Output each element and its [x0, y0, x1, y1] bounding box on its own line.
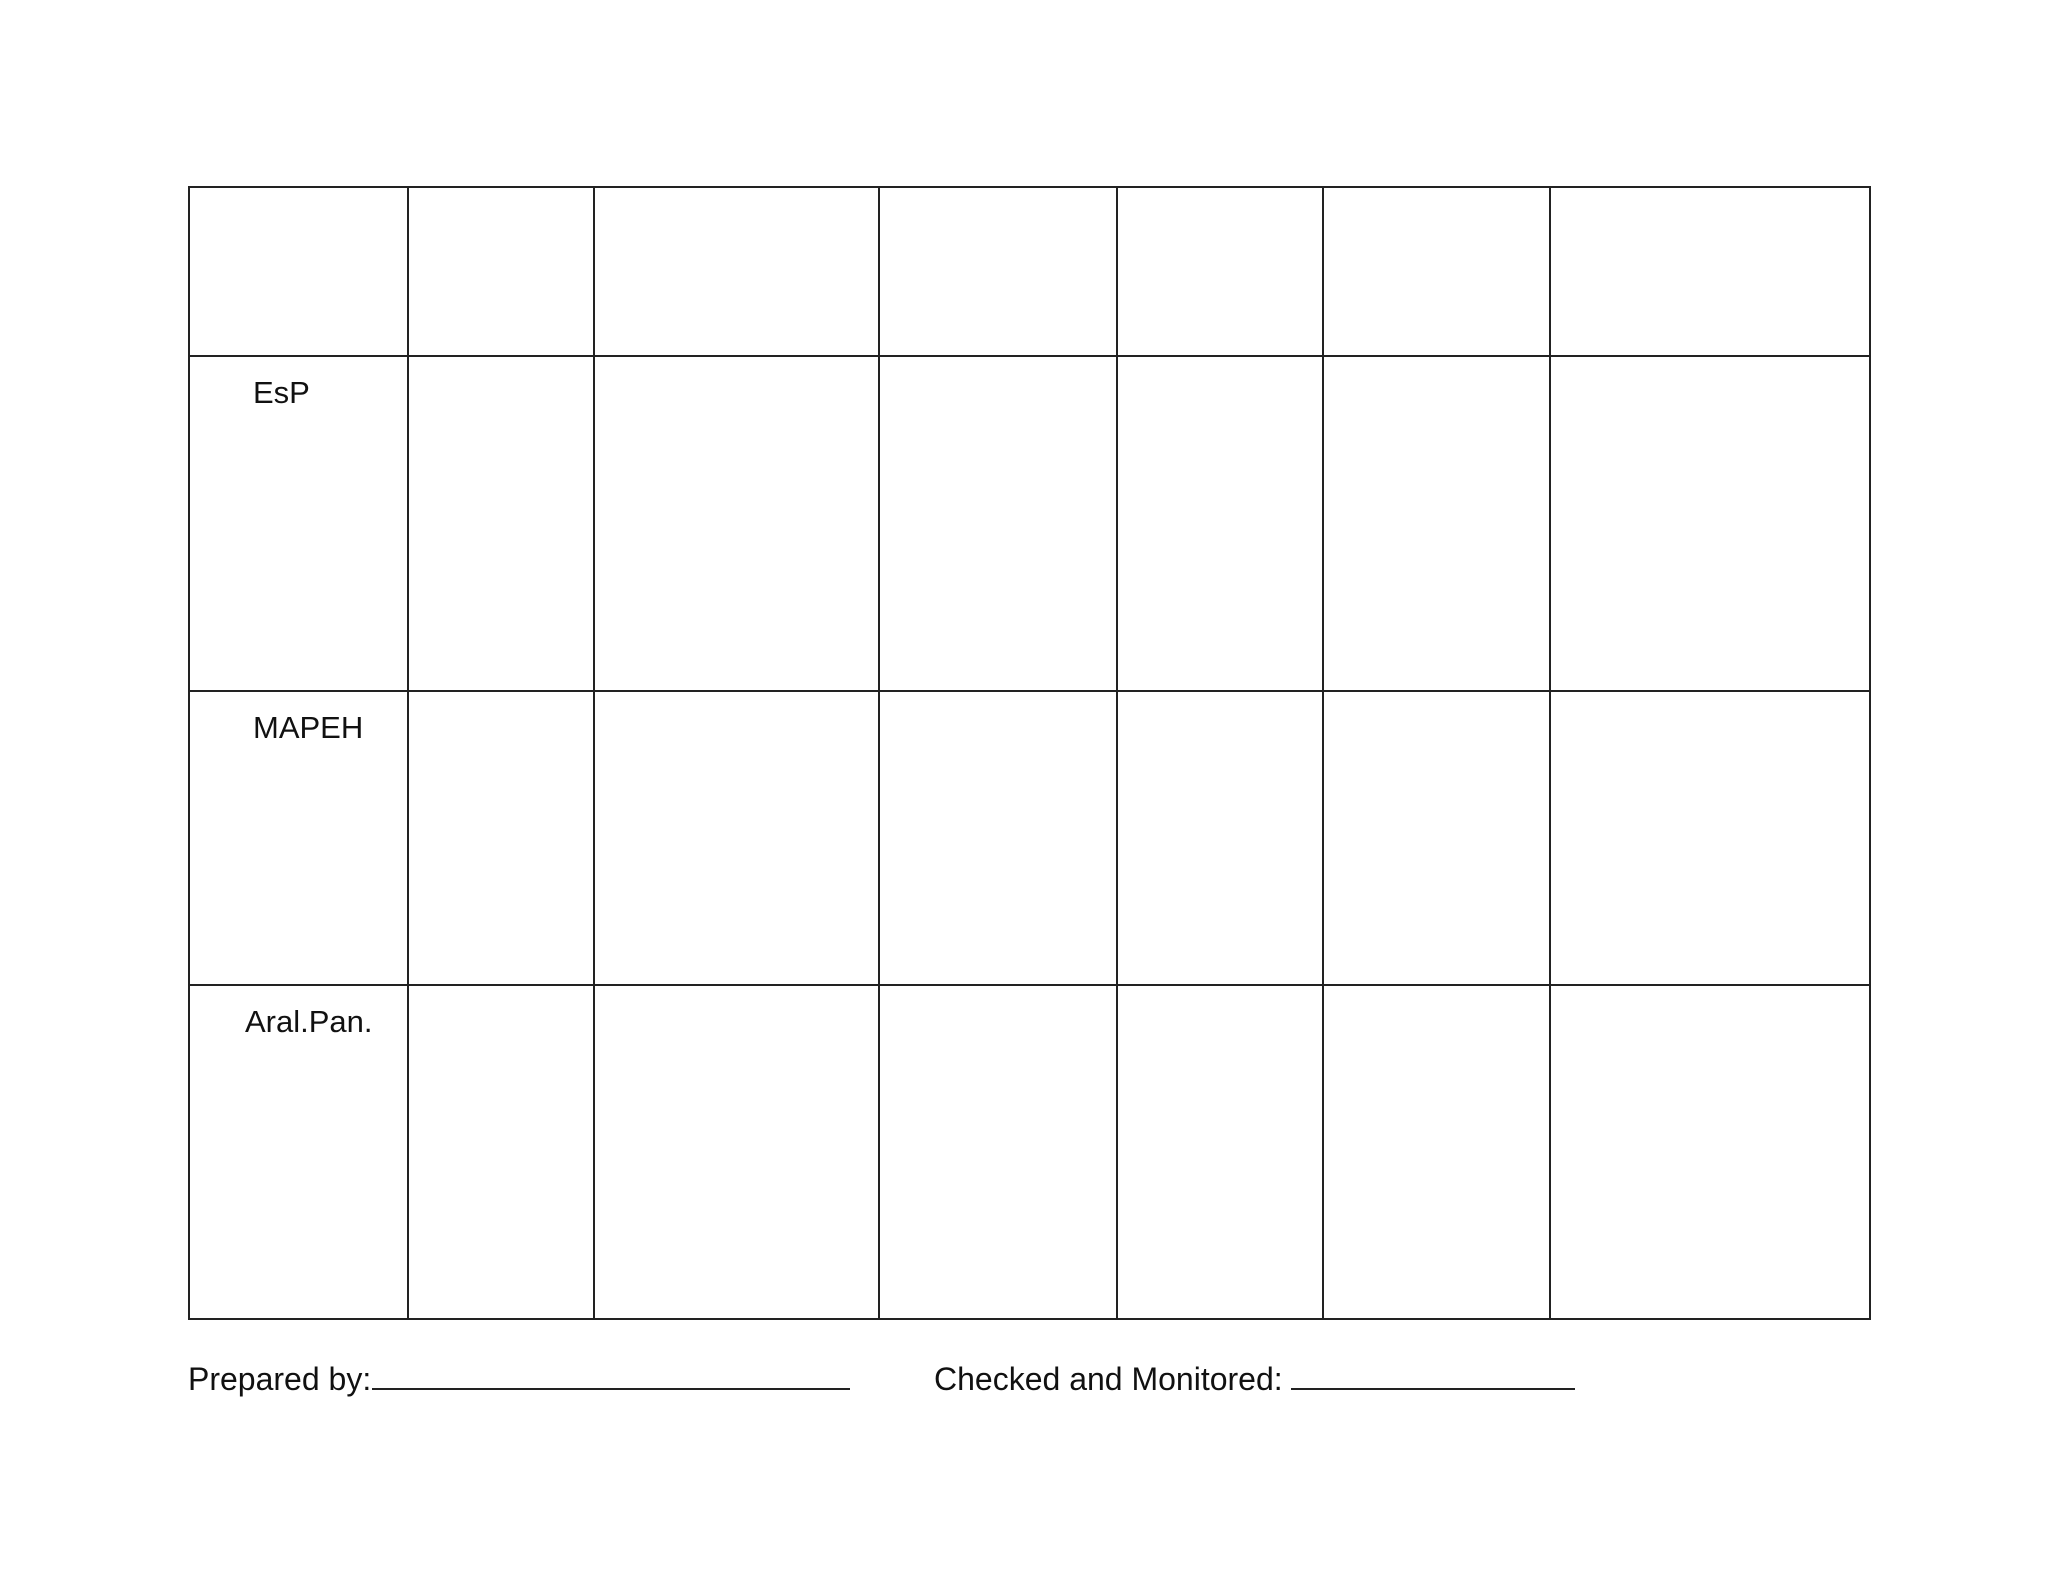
- table-cell[interactable]: [408, 985, 594, 1319]
- subject-cell: [189, 691, 408, 985]
- table-cell[interactable]: [1323, 985, 1550, 1319]
- table-cell[interactable]: [1323, 187, 1550, 356]
- table-cell[interactable]: [594, 187, 879, 356]
- table-cell[interactable]: [594, 356, 879, 691]
- lesson-log-table: [188, 186, 1871, 1320]
- subject-label-aral-pan: Aral.Pan.: [245, 1004, 373, 1039]
- subject-cell: [189, 356, 408, 691]
- prepared-by-signature-line[interactable]: [372, 1358, 850, 1390]
- table-cell[interactable]: [1550, 691, 1870, 985]
- table-cell[interactable]: [1117, 356, 1323, 691]
- table-cell[interactable]: [1117, 985, 1323, 1319]
- table-cell[interactable]: [594, 691, 879, 985]
- checked-and-monitored-field: [934, 1358, 1575, 1399]
- table-cell[interactable]: [408, 187, 594, 356]
- table-header-row: [189, 187, 1870, 356]
- table-cell[interactable]: [879, 356, 1117, 691]
- table-cell[interactable]: [879, 691, 1117, 985]
- subject-cell: [189, 985, 408, 1319]
- table-row: [189, 356, 1870, 691]
- prepared-by-label: Prepared by:: [188, 1361, 372, 1397]
- table-row: [189, 985, 1870, 1319]
- table-cell[interactable]: [408, 356, 594, 691]
- table-cell[interactable]: [1323, 356, 1550, 691]
- table-cell[interactable]: [1550, 187, 1870, 356]
- checked-and-monitored-label: Checked and Monitored:: [934, 1361, 1283, 1397]
- table-cell[interactable]: [594, 985, 879, 1319]
- subject-label-mapeh: MAPEH: [253, 710, 364, 745]
- table-cell[interactable]: [189, 187, 408, 356]
- table-cell[interactable]: [1323, 691, 1550, 985]
- table-cell[interactable]: [1550, 356, 1870, 691]
- table-cell[interactable]: [879, 187, 1117, 356]
- table-row: [189, 691, 1870, 985]
- checked-and-monitored-signature-line[interactable]: [1291, 1358, 1575, 1390]
- prepared-by-field: [188, 1358, 850, 1399]
- table-cell[interactable]: [1117, 187, 1323, 356]
- subject-label-esp: EsP: [253, 375, 310, 410]
- table-cell[interactable]: [1117, 691, 1323, 985]
- table-cell[interactable]: [1550, 985, 1870, 1319]
- table-cell[interactable]: [408, 691, 594, 985]
- table-cell[interactable]: [879, 985, 1117, 1319]
